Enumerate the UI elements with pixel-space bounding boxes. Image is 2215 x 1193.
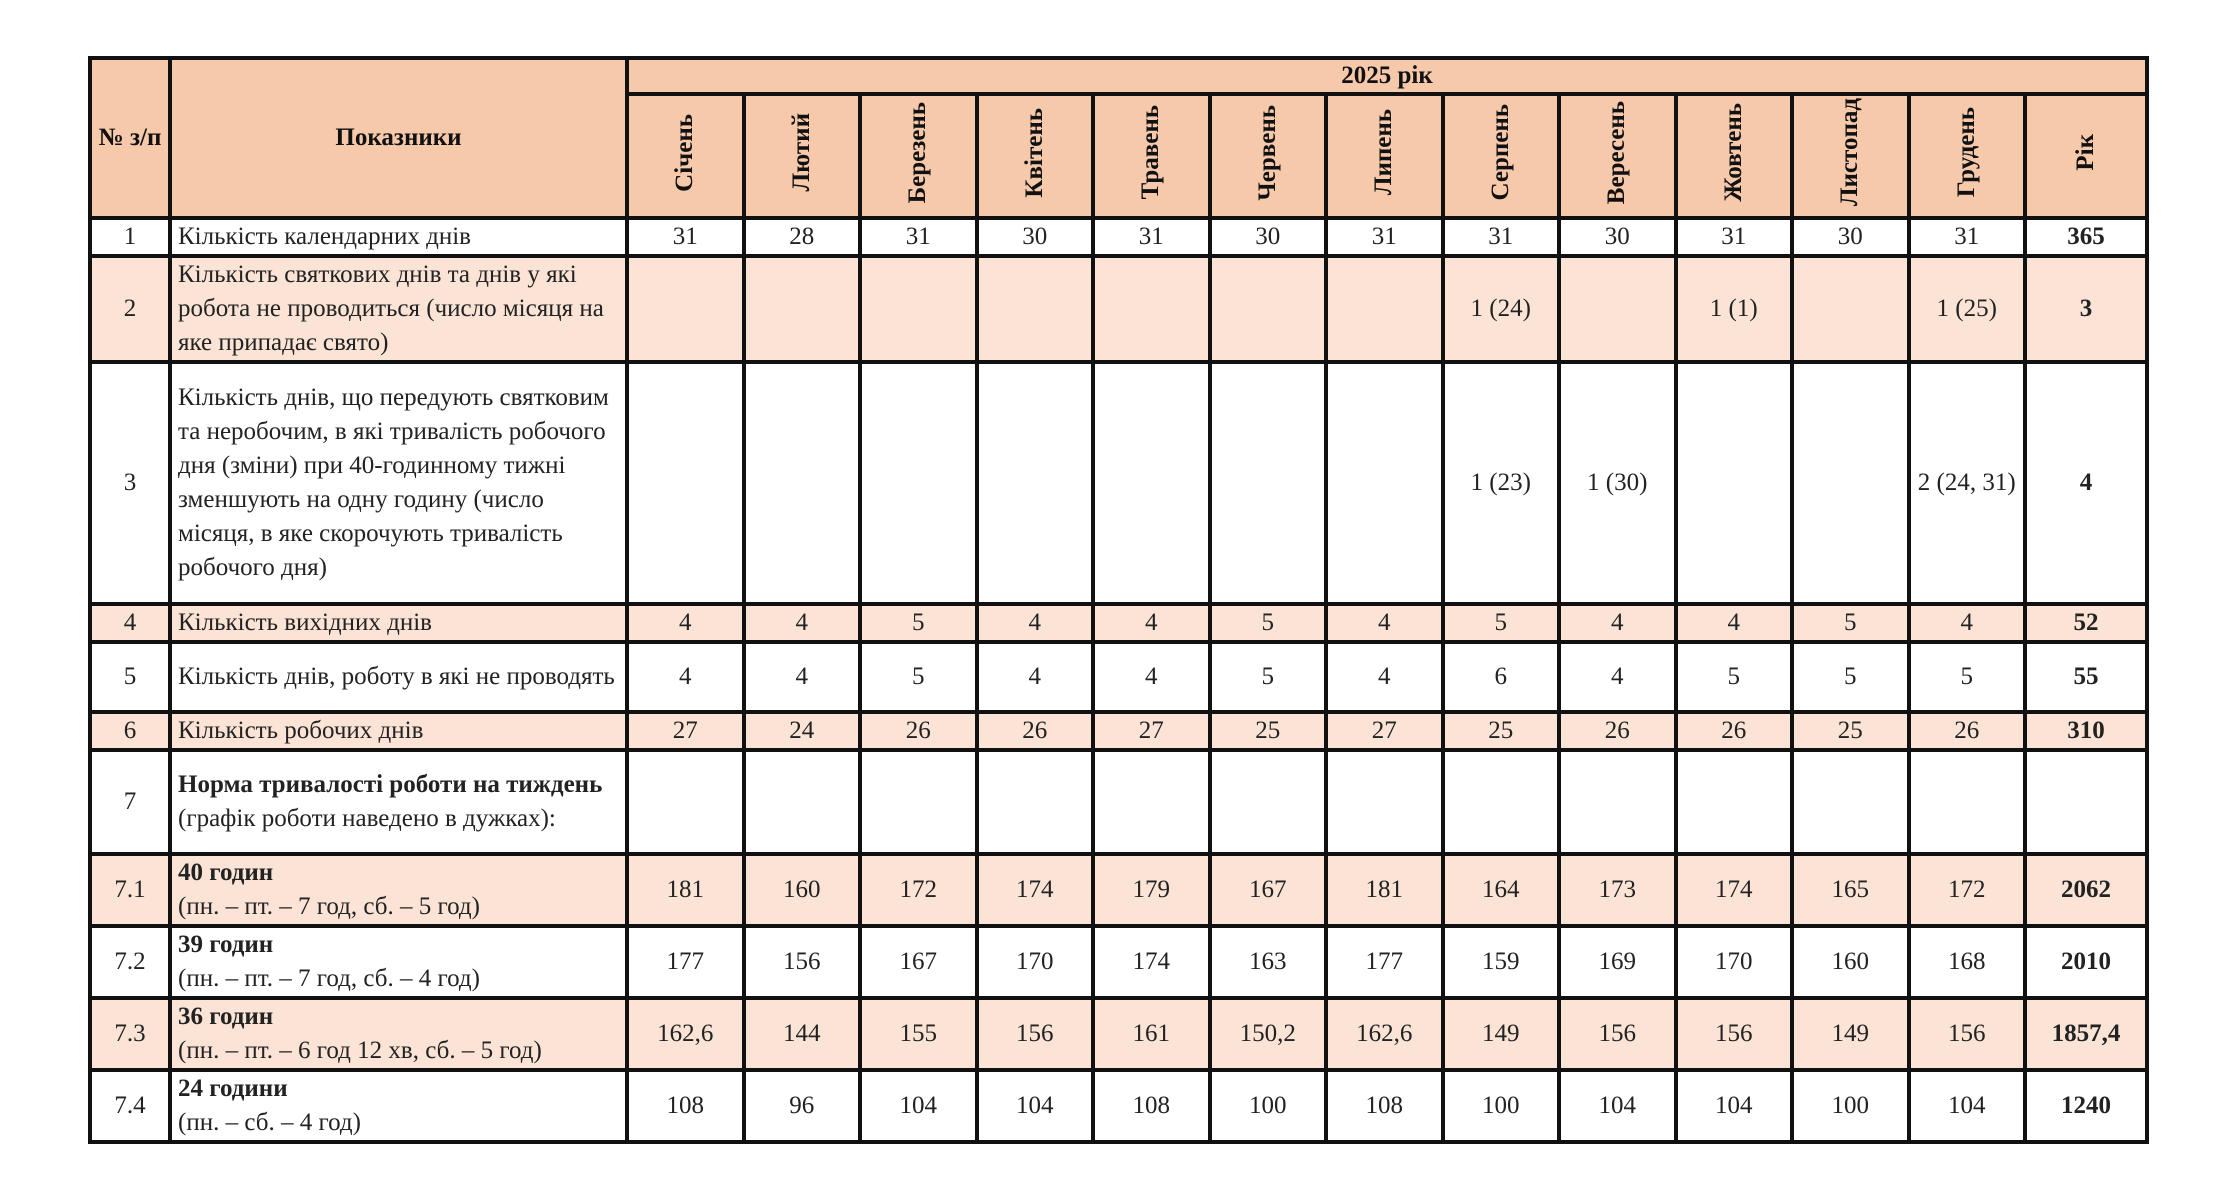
cell-total: 1240 <box>2025 1070 2147 1142</box>
row-label <box>170 854 627 926</box>
cell-value: 172 <box>1909 854 2026 926</box>
cell-empty <box>627 750 744 854</box>
cell-value: 177 <box>627 926 744 998</box>
cell-value: 28 <box>744 218 861 256</box>
cell-value: 5 <box>1792 642 1909 712</box>
cell-empty <box>744 750 861 854</box>
cell-value: 161 <box>1093 998 1210 1070</box>
row-subtitle: (пн. – пт. – 7 год, сб. – 5 год) <box>178 893 480 920</box>
cell-value <box>860 256 977 362</box>
cell-value: 5 <box>1676 642 1793 712</box>
cell-value: 174 <box>1093 926 1210 998</box>
cell-empty <box>1792 750 1909 854</box>
cell-value: 174 <box>1676 854 1793 926</box>
row-subtitle: (пн. – пт. – 6 год 12 хв, сб. – 5 год) <box>178 1037 542 1064</box>
cell-value: 5 <box>1909 642 2026 712</box>
cell-value: 4 <box>627 604 744 642</box>
cell-value: 104 <box>1909 1070 2026 1142</box>
cell-value: 100 <box>1210 1070 1327 1142</box>
cell-value: 156 <box>1909 998 2026 1070</box>
cell-total: 2062 <box>2025 854 2147 926</box>
row-number: 4 <box>90 604 170 642</box>
header-month: Січень <box>627 94 744 218</box>
row-title: 40 годин <box>178 859 274 886</box>
cell-value: 31 <box>1326 218 1443 256</box>
cell-value: 4 <box>1676 604 1793 642</box>
cell-value: 174 <box>977 854 1094 926</box>
cell-value: 25 <box>1792 712 1909 750</box>
row-label: Кількість днів, роботу в які не проводять <box>170 642 627 712</box>
cell-total: 3 <box>2025 256 2147 362</box>
cell-empty <box>1326 750 1443 854</box>
table-row <box>90 604 2147 642</box>
cell-value: 104 <box>1676 1070 1793 1142</box>
header-month: Жовтень <box>1676 94 1793 218</box>
cell-value <box>1210 362 1327 604</box>
row-label-bold: Норма тривалості роботи на тиждень <box>178 771 603 798</box>
row-number: 6 <box>90 712 170 750</box>
cell-value: 164 <box>1443 854 1560 926</box>
header-month: Березень <box>860 94 977 218</box>
cell-value: 26 <box>1559 712 1676 750</box>
cell-value <box>1326 362 1443 604</box>
cell-value: 173 <box>1559 854 1676 926</box>
cell-value: 5 <box>860 642 977 712</box>
cell-value: 160 <box>744 854 861 926</box>
cell-value: 4 <box>1093 604 1210 642</box>
cell-value: 100 <box>1443 1070 1560 1142</box>
cell-value: 104 <box>977 1070 1094 1142</box>
cell-value: 144 <box>744 998 861 1070</box>
cell-value: 30 <box>977 218 1094 256</box>
cell-value <box>977 256 1094 362</box>
cell-value: 5 <box>860 604 977 642</box>
cell-value: 167 <box>860 926 977 998</box>
cell-value: 5 <box>1210 642 1327 712</box>
cell-value: 155 <box>860 998 977 1070</box>
cell-value <box>1093 362 1210 604</box>
row-label: Кількість святкових днів та днів у які робота не проводиться (число місяця на яке припадає свято) <box>170 256 627 362</box>
cell-value <box>1326 256 1443 362</box>
row-number: 3 <box>90 362 170 604</box>
header-month: Травень <box>1093 94 1210 218</box>
row-label <box>170 750 627 854</box>
row-subtitle: (пн. – пт. – 7 год, сб. – 4 год) <box>178 965 480 992</box>
cell-total: 1857,4 <box>2025 998 2147 1070</box>
cell-value: 31 <box>860 218 977 256</box>
cell-empty <box>860 750 977 854</box>
table-row <box>90 998 2147 1070</box>
cell-value: 5 <box>1792 604 1909 642</box>
cell-value: 108 <box>627 1070 744 1142</box>
cell-value: 25 <box>1210 712 1327 750</box>
table-row <box>90 750 2147 854</box>
header-month: Серпень <box>1443 94 1560 218</box>
cell-value: 27 <box>627 712 744 750</box>
cell-value: 165 <box>1792 854 1909 926</box>
cell-total: 2010 <box>2025 926 2147 998</box>
cell-value <box>627 256 744 362</box>
cell-value: 31 <box>1443 218 1560 256</box>
cell-value: 162,6 <box>627 998 744 1070</box>
cell-value <box>1792 362 1909 604</box>
cell-value: 4 <box>627 642 744 712</box>
cell-empty <box>1909 750 2026 854</box>
cell-value <box>1559 256 1676 362</box>
cell-value: 108 <box>1093 1070 1210 1142</box>
cell-value: 177 <box>1326 926 1443 998</box>
row-label-rest: (графік роботи наведено в дужках): <box>178 805 556 832</box>
cell-value <box>977 362 1094 604</box>
cell-value: 6 <box>1443 642 1560 712</box>
cell-empty <box>1676 750 1793 854</box>
row-number: 7.4 <box>90 1070 170 1142</box>
table-row <box>90 218 2147 256</box>
cell-value: 1 (1) <box>1676 256 1793 362</box>
cell-value: 4 <box>1559 604 1676 642</box>
table-row <box>90 362 2147 604</box>
row-number: 7.1 <box>90 854 170 926</box>
cell-value: 26 <box>860 712 977 750</box>
cell-value <box>860 362 977 604</box>
cell-value: 172 <box>860 854 977 926</box>
row-number: 1 <box>90 218 170 256</box>
cell-value: 160 <box>1792 926 1909 998</box>
cell-total: 4 <box>2025 362 2147 604</box>
row-label <box>170 998 627 1070</box>
header-month: Липень <box>1326 94 1443 218</box>
row-title: 39 годин <box>178 931 274 958</box>
cell-value: 179 <box>1093 854 1210 926</box>
cell-value: 27 <box>1093 712 1210 750</box>
cell-value: 4 <box>1326 642 1443 712</box>
cell-empty <box>1210 750 1327 854</box>
cell-value <box>1792 256 1909 362</box>
row-label: Кількість днів, що передують святковим та неробочим, в які тривалість робочого дня (зміни) при 40-годинному тижні зменшують на одну годину (число місяця, в яке скорочують тривалість робочого дня) <box>170 362 627 604</box>
cell-total: 365 <box>2025 218 2147 256</box>
cell-value: 31 <box>1909 218 2026 256</box>
cell-value: 181 <box>627 854 744 926</box>
row-number: 5 <box>90 642 170 712</box>
cell-value: 27 <box>1326 712 1443 750</box>
cell-value: 170 <box>1676 926 1793 998</box>
cell-value: 156 <box>744 926 861 998</box>
header-month: Грудень <box>1909 94 2026 218</box>
cell-value: 30 <box>1559 218 1676 256</box>
cell-empty <box>1559 750 1676 854</box>
row-number: 7.2 <box>90 926 170 998</box>
row-number: 2 <box>90 256 170 362</box>
cell-empty <box>2025 750 2147 854</box>
cell-value: 163 <box>1210 926 1327 998</box>
cell-value: 100 <box>1792 1070 1909 1142</box>
table-row <box>90 926 2147 998</box>
row-number: 7.3 <box>90 998 170 1070</box>
cell-value: 4 <box>977 604 1094 642</box>
cell-value <box>744 256 861 362</box>
cell-empty <box>1093 750 1210 854</box>
row-title: 24 години <box>178 1075 288 1102</box>
cell-value: 1 (30) <box>1559 362 1676 604</box>
cell-value <box>627 362 744 604</box>
header-month: Вересень <box>1559 94 1676 218</box>
cell-value: 168 <box>1909 926 2026 998</box>
cell-empty <box>977 750 1094 854</box>
cell-empty <box>1443 750 1560 854</box>
header-year-total: Рік <box>2025 94 2147 218</box>
cell-value: 162,6 <box>1326 998 1443 1070</box>
cell-value: 104 <box>860 1070 977 1142</box>
cell-value: 31 <box>1093 218 1210 256</box>
row-label: Кількість календарних днів <box>170 218 627 256</box>
table-row <box>90 854 2147 926</box>
cell-value: 26 <box>1909 712 2026 750</box>
header-month: Квітень <box>977 94 1094 218</box>
cell-value: 156 <box>1676 998 1793 1070</box>
cell-value: 149 <box>1792 998 1909 1070</box>
cell-value: 1 (24) <box>1443 256 1560 362</box>
cell-value: 26 <box>977 712 1094 750</box>
cell-value: 156 <box>977 998 1094 1070</box>
cell-value: 4 <box>1093 642 1210 712</box>
cell-value: 149 <box>1443 998 1560 1070</box>
row-subtitle: (пн. – сб. – 4 год) <box>178 1109 361 1136</box>
cell-value: 159 <box>1443 926 1560 998</box>
table-row <box>90 642 2147 712</box>
cell-value: 1 (23) <box>1443 362 1560 604</box>
cell-total: 55 <box>2025 642 2147 712</box>
header-month: Червень <box>1210 94 1327 218</box>
row-number: 7 <box>90 750 170 854</box>
table-row <box>90 712 2147 750</box>
cell-value: 4 <box>1909 604 2026 642</box>
cell-value: 4 <box>977 642 1094 712</box>
cell-value <box>744 362 861 604</box>
row-label: Кількість вихідних днів <box>170 604 627 642</box>
cell-value: 30 <box>1792 218 1909 256</box>
cell-value: 5 <box>1443 604 1560 642</box>
cell-value <box>1676 362 1793 604</box>
header-number: № з/п <box>90 58 170 218</box>
cell-value: 4 <box>1326 604 1443 642</box>
row-label <box>170 1070 627 1142</box>
header-month: Листопад <box>1792 94 1909 218</box>
cell-value: 156 <box>1559 998 1676 1070</box>
cell-value: 5 <box>1210 604 1327 642</box>
cell-value: 2 (24, 31) <box>1909 362 2026 604</box>
working-time-table <box>88 56 2149 1144</box>
cell-total: 52 <box>2025 604 2147 642</box>
cell-value: 1 (25) <box>1909 256 2026 362</box>
cell-value: 24 <box>744 712 861 750</box>
cell-total: 310 <box>2025 712 2147 750</box>
row-title: 36 годин <box>178 1003 274 1030</box>
cell-value: 167 <box>1210 854 1327 926</box>
cell-value <box>1210 256 1327 362</box>
header-indicators: Показники <box>170 58 627 218</box>
cell-value: 26 <box>1676 712 1793 750</box>
cell-value: 108 <box>1326 1070 1443 1142</box>
working-hours-calendar <box>88 56 2145 1136</box>
cell-value: 169 <box>1559 926 1676 998</box>
cell-value: 4 <box>1559 642 1676 712</box>
row-label <box>170 926 627 998</box>
header-year: 2025 рік <box>627 58 2147 94</box>
table-row <box>90 256 2147 362</box>
cell-value: 104 <box>1559 1070 1676 1142</box>
cell-value: 170 <box>977 926 1094 998</box>
cell-value: 96 <box>744 1070 861 1142</box>
cell-value: 31 <box>627 218 744 256</box>
cell-value: 181 <box>1326 854 1443 926</box>
cell-value: 25 <box>1443 712 1560 750</box>
header-month: Лютий <box>744 94 861 218</box>
table-row <box>90 1070 2147 1142</box>
cell-value: 31 <box>1676 218 1793 256</box>
cell-value: 4 <box>744 604 861 642</box>
cell-value: 30 <box>1210 218 1327 256</box>
cell-value: 150,2 <box>1210 998 1327 1070</box>
cell-value <box>1093 256 1210 362</box>
cell-value: 4 <box>744 642 861 712</box>
row-label: Кількість робочих днів <box>170 712 627 750</box>
